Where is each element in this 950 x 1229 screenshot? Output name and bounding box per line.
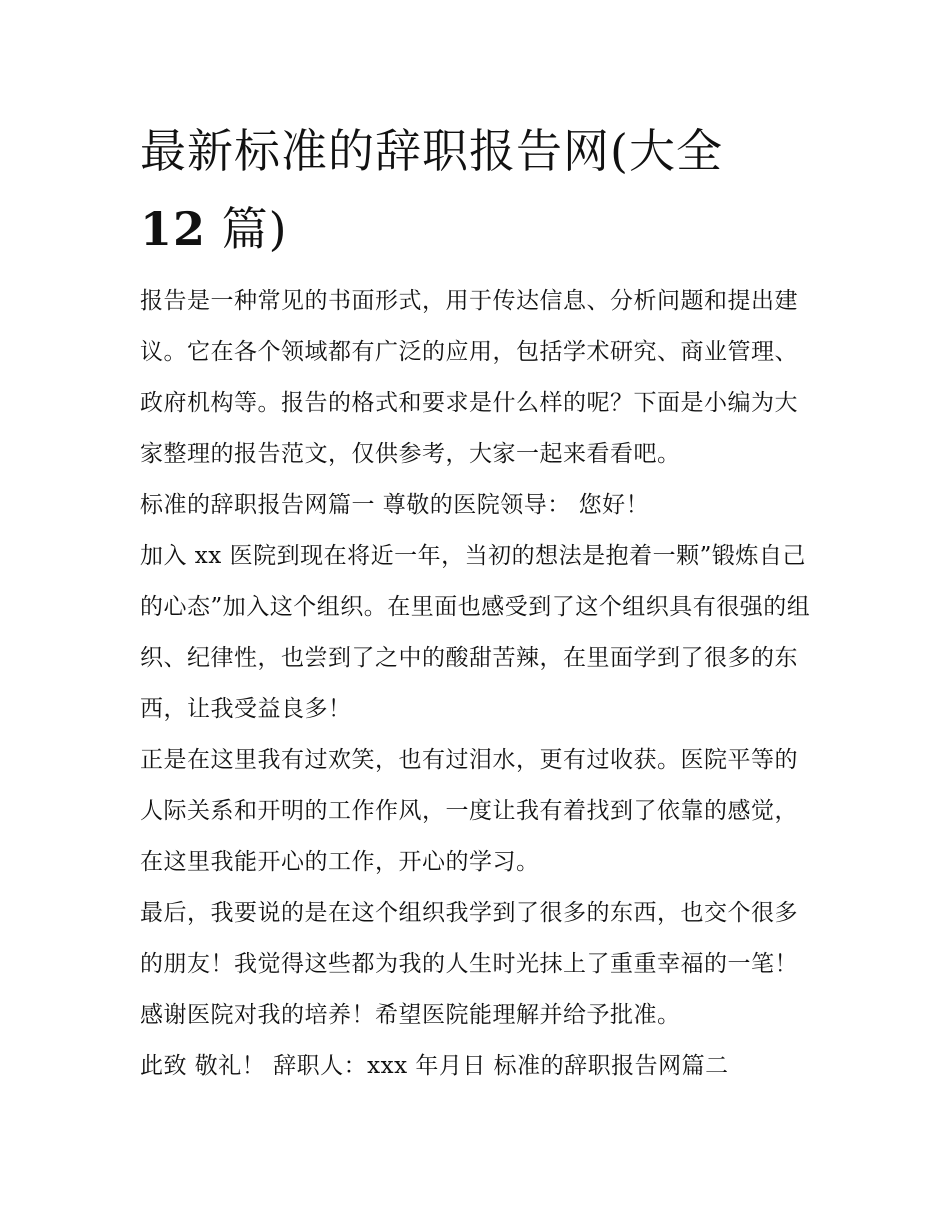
body-paragraph-3: 最后，我要说的是在这个组织我学到了很多的东西，也交个很多的朋友！我觉得这些都为我的人生时光抹上了重重幸福的一笔！感谢医院对我的培养！希望医院能理解并给予批准。 (140, 900, 798, 1028)
closing-paragraph: 此致 敬礼！ 辞职人：xxx 年月日 标准的辞职报告网篇二 (140, 1053, 729, 1079)
salutation-paragraph: 标准的辞职报告网篇一 尊敬的医院领导： 您好！ (140, 492, 650, 518)
title-main: 最新标准的辞职报告网(大全 (140, 124, 723, 178)
title-end: 篇) (206, 202, 288, 256)
title-number: 12 (140, 202, 207, 256)
body-paragraph-2: 正是在这里我有过欢笑，也有过泪水，更有过收获。医院平等的人际关系和开明的工作作风，一度让我有着找到了依靠的感觉，在这里我能开心的工作，开心的学习。 (140, 747, 798, 875)
intro-paragraph: 报告是一种常见的书面形式，用于传达信息、分析问题和提出建议。它在各个领域都有广泛的应用，包括学术研究、商业管理、政府机构等。报告的格式和要求是什么样的呢？下面是小编为大家整理的报告范文，仅供参考，大家一起来看看吧。 (140, 288, 798, 467)
document-title (140, 112, 830, 268)
document-body (140, 276, 820, 1092)
body-paragraph-1: 加入 xx 医院到现在将近一年，当初的想法是抱着一颗”锻炼自己的心态”加入这个组织。在里面也感受到了这个组织具有很强的组织、纪律性，也尝到了之中的酸甜苦辣，在里面学到了很多的东西，让我受益良多！ (140, 543, 811, 722)
